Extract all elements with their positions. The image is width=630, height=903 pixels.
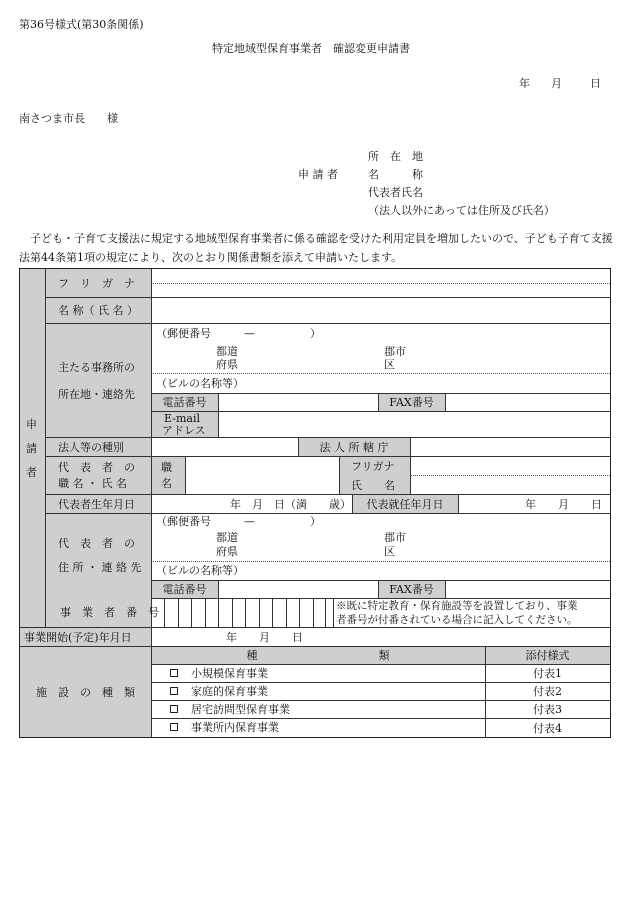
facility-attach-2: 付表2	[533, 685, 562, 698]
intro-paragraph: 子ども・子育て支援法に規定する地域型保育事業者に係る確認を受けた利用定員を増加したいので、子ども子育て支援法第44条第1項の規定により、次のとおり関係書類を添えて申請いたします。	[19, 232, 613, 264]
corp-office-label: 法 人 所 轄 庁	[319, 440, 389, 454]
position-label-1: 職	[161, 461, 172, 474]
facility-name-2: 家庭的保育事業	[191, 685, 268, 698]
birth-value: 年 月 日（満 歳）	[230, 498, 351, 511]
applicant-rep: 代表者氏名	[368, 186, 423, 199]
facility-name-4: 事業所内保育事業	[191, 721, 279, 734]
facility-checkbox-1[interactable]	[170, 669, 178, 677]
date-year: 年	[519, 77, 530, 90]
todofuken-2: 府県	[216, 358, 238, 371]
fax-label-2: FAX番号	[389, 583, 434, 596]
facility-checkbox-4[interactable]	[170, 723, 178, 731]
facility-checkbox-2[interactable]	[170, 687, 178, 695]
fax-label: FAX番号	[389, 396, 434, 409]
corp-type-label: 法人等の種別	[58, 441, 124, 454]
applicant-location: 所 在 地	[368, 150, 423, 163]
gunshi-2-1: 郡市	[384, 531, 406, 544]
todofuken-1: 都道	[216, 345, 238, 358]
facility-checkbox-3[interactable]	[170, 705, 178, 713]
date-day: 日	[590, 77, 601, 90]
facility-label: 施 設 の 種 類	[36, 686, 135, 699]
office-label-1: 主たる事務所の	[58, 361, 135, 374]
page-title: 特定地域型保育事業者 確認変更申請書	[212, 42, 410, 55]
tenure-label: 代表就任年月日	[366, 497, 444, 511]
tel-label-2: 電話番号	[162, 583, 207, 596]
applicant-label: 申 請 者	[298, 168, 338, 181]
building-label-2: （ビルの名称等）	[156, 564, 244, 577]
biz-no-note-2: 者番号が付番されている場合に記入してください。	[336, 614, 578, 626]
rep-name-label: 氏 名	[351, 479, 395, 492]
postal-label-2: （郵便番号 — ）	[156, 515, 321, 528]
facility-attach-1: 付表1	[533, 667, 562, 680]
building-label: （ビルの名称等）	[156, 377, 244, 390]
todofuken-2-1: 都道	[216, 531, 238, 544]
facility-name-1: 小規模保育事業	[191, 667, 268, 680]
furigana-label: フ リ ガ ナ	[58, 277, 135, 290]
attach-header: 添付様式	[525, 649, 570, 662]
email-label-2: アドレス	[162, 424, 206, 437]
rep-addr-label-2: 住 所 ・ 連 絡 先	[58, 561, 142, 574]
applicant-name: 名 称	[368, 168, 423, 181]
gunshi-2: 区	[384, 358, 395, 371]
tel-label: 電話番号	[162, 396, 207, 409]
todofuken-2-2: 府県	[216, 545, 238, 558]
office-label-2: 所在地・連絡先	[58, 388, 135, 401]
addressee: 南さつま市長 様	[19, 112, 118, 125]
name-label: 名 称（ 氏 名 ）	[58, 304, 138, 317]
facility-name-3: 居宅訪問型保育事業	[191, 703, 290, 716]
start-value: 年 月 日	[226, 631, 303, 644]
rep-addr-label-1: 代 表 者 の	[58, 537, 135, 550]
rep-furigana-label: フリガナ	[351, 460, 395, 473]
position-label-2: 名	[161, 477, 172, 490]
gunshi-2-2: 区	[384, 545, 395, 558]
biz-no-label: 事 業 者 番 号	[60, 606, 159, 619]
applicant-col-2: 請	[26, 442, 37, 455]
biz-no-note-1: ※既に特定教育・保育施設等を設置しており、事業	[336, 600, 578, 612]
tenure-value: 年 月 日	[525, 498, 602, 511]
start-label: 事業開始(予定)年月日	[24, 631, 132, 644]
postal-label: （郵便番号 — ）	[156, 327, 321, 340]
applicant-col-1: 申	[26, 418, 37, 431]
rep-label-2: 職 名 ・ 氏 名	[58, 477, 127, 490]
gunshi-1: 郡市	[384, 345, 406, 358]
email-label-1: E-mail	[164, 412, 200, 425]
facility-attach-4: 付表4	[533, 721, 562, 735]
kind-header: 種 類	[246, 649, 390, 662]
rep-label-1: 代 表 者 の	[58, 461, 135, 474]
date-month: 月	[551, 77, 562, 90]
form-number: 第36号様式(第30条関係)	[19, 18, 144, 31]
facility-attach-3: 付表3	[533, 703, 562, 716]
applicant-note: （法人以外にあっては住所及び氏名）	[368, 204, 555, 217]
applicant-col-3: 者	[26, 466, 37, 479]
birth-label: 代表者生年月日	[58, 498, 135, 511]
